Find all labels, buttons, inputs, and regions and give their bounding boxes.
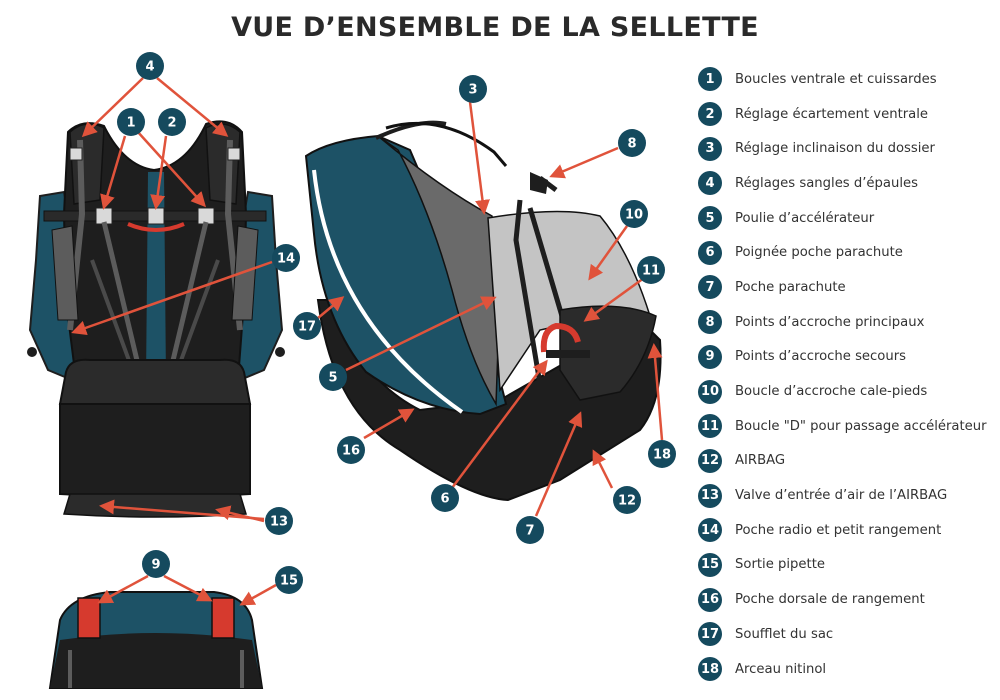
callout-10: [620, 200, 648, 228]
legend-label: Boucle d’accroche cale-pieds: [735, 384, 928, 400]
legend-item: [698, 409, 998, 444]
callout-7: [516, 516, 544, 544]
legend-label: Points d’accroche secours: [735, 349, 907, 365]
callout-3-number: 3: [468, 82, 478, 98]
callout-13-number: 13: [269, 514, 289, 530]
legend-number-badge: 3: [698, 137, 722, 161]
legend-number-badge: 15: [698, 553, 722, 577]
legend-number-badge: 12: [698, 449, 722, 473]
legend-number-badge: 17: [698, 622, 722, 646]
legend-item: [698, 617, 998, 652]
legend-label: Poche radio et petit rangement: [735, 522, 942, 538]
legend-number-badge: 8: [698, 310, 722, 334]
legend-number-badge: 9: [698, 345, 722, 369]
diagram-title: VUE D’ENSEMBLE DE LA SELLETTE: [231, 12, 759, 43]
legend-label: Réglages sangles d’épaules: [735, 175, 919, 191]
legend-item: [698, 374, 998, 409]
legend-item: [698, 582, 998, 617]
legend-label: Poignée poche parachute: [735, 245, 903, 261]
callout-11-number: 11: [641, 263, 661, 279]
legend-number-badge: 14: [698, 518, 722, 542]
legend-label: Arceau nitinol: [735, 661, 827, 677]
callout-11: [637, 256, 665, 284]
legend-label: Poche dorsale de rangement: [735, 592, 925, 608]
callout-1: [117, 108, 145, 136]
legend-number-badge: 13: [698, 484, 722, 508]
callout-5: [319, 363, 347, 391]
callout-13: [265, 507, 293, 535]
legend-item: [698, 131, 998, 166]
callout-14: [272, 244, 300, 272]
callout-14-number: 14: [276, 251, 296, 267]
legend-number-badge: 6: [698, 241, 722, 265]
legend-label: Réglage inclinaison du dossier: [735, 141, 935, 157]
legend-item: [698, 340, 998, 375]
legend-item: [698, 270, 998, 305]
legend-label: Boucle "D" pour passage accélérateur: [735, 418, 987, 434]
legend-item: [698, 444, 998, 479]
callout-18: [648, 440, 676, 468]
legend-item: [698, 97, 998, 132]
legend-label: Poulie d’accélérateur: [735, 210, 875, 226]
callout-17: [293, 312, 321, 340]
callout-5-number: 5: [328, 370, 338, 386]
callout-15: [275, 566, 303, 594]
legend-label: Soufflet du sac: [735, 626, 834, 642]
callout-4: [136, 52, 164, 80]
callout-2: [158, 108, 186, 136]
callout-2-number: 2: [167, 115, 177, 131]
harness-top-view: [50, 592, 262, 688]
callout-1-number: 1: [126, 115, 136, 131]
legend-label: AIRBAG: [735, 453, 786, 469]
legend-item: [698, 478, 998, 513]
callout-9-number: 9: [151, 557, 161, 573]
callout-10-number: 10: [624, 207, 644, 223]
legend-number-badge: 16: [698, 588, 722, 612]
legend-number-badge: 4: [698, 171, 722, 195]
callout-12: [613, 486, 641, 514]
legend-number-badge: 2: [698, 102, 722, 126]
legend-label: Points d’accroche principaux: [735, 314, 925, 330]
legend-label: Boucles ventrale et cuissardes: [735, 71, 937, 87]
legend-number-badge: 1: [698, 67, 722, 91]
callout-18-number: 18: [652, 447, 672, 463]
legend-item: [698, 548, 998, 583]
callout-9: [142, 550, 170, 578]
callout-3: [459, 75, 487, 103]
callout-6-number: 6: [440, 491, 450, 507]
callout-17-number: 17: [297, 319, 317, 335]
callout-12-number: 12: [617, 493, 637, 509]
callout-4-number: 4: [145, 59, 155, 75]
legend-item: [698, 652, 998, 687]
callout-16: [337, 436, 365, 464]
callout-6: [431, 484, 459, 512]
legend-item: [698, 513, 998, 548]
legend-number-badge: 5: [698, 206, 722, 230]
harness-front-view: [27, 121, 285, 517]
callout-16-number: 16: [341, 443, 361, 459]
legend-number-badge: 7: [698, 275, 722, 299]
legend-list: [698, 62, 998, 686]
legend-label: Valve d’entrée d’air de l’AIRBAG: [735, 488, 948, 504]
callout-8-number: 8: [627, 136, 637, 152]
callout-15-number: 15: [279, 573, 299, 589]
legend-item: [698, 62, 998, 97]
legend-number-badge: 11: [698, 414, 722, 438]
legend-item: [698, 166, 998, 201]
callout-7-number: 7: [525, 523, 535, 539]
legend-number-badge: 10: [698, 380, 722, 404]
legend-item: [698, 235, 998, 270]
legend-label: Poche parachute: [735, 279, 846, 295]
legend-label: Réglage écartement ventrale: [735, 106, 929, 122]
callout-8: [618, 129, 646, 157]
legend-label: Sortie pipette: [735, 557, 825, 573]
legend-number-badge: 18: [698, 657, 722, 681]
legend-item: [698, 201, 998, 236]
legend-item: [698, 305, 998, 340]
